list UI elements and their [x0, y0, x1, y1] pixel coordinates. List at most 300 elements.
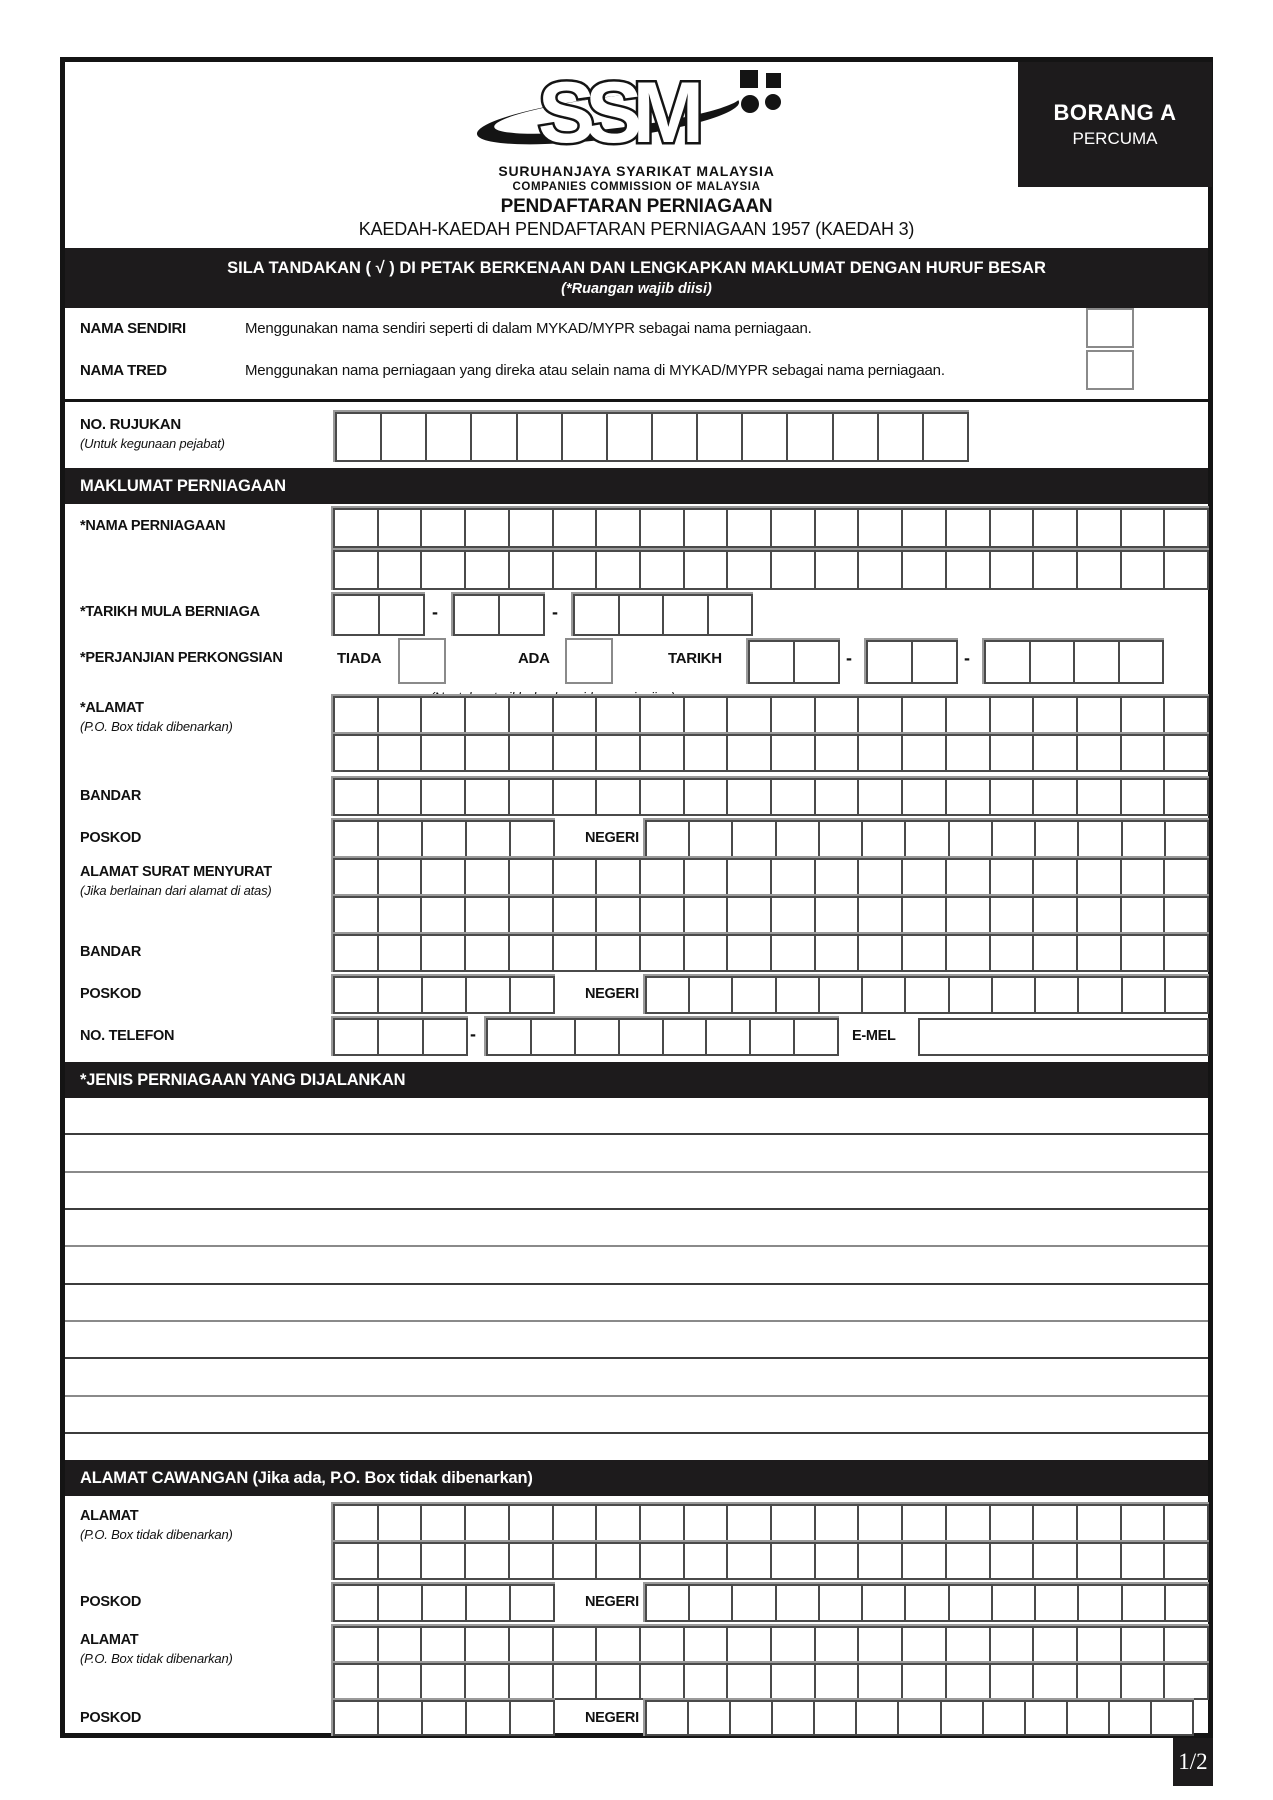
char-cell[interactable] [1079, 822, 1122, 856]
char-cell[interactable] [511, 1586, 553, 1620]
char-cell[interactable] [924, 414, 967, 460]
char-cell[interactable] [685, 1665, 729, 1698]
char-cell[interactable] [903, 860, 947, 894]
char-cell[interactable] [518, 414, 563, 460]
char-cell[interactable] [554, 936, 598, 970]
char-cell[interactable] [380, 596, 423, 634]
char-cell[interactable] [379, 780, 423, 814]
char-cell[interactable] [1165, 1665, 1207, 1698]
char-cell[interactable] [335, 510, 379, 546]
char-cell[interactable] [859, 936, 903, 970]
cawangan-poskod1-grid[interactable] [333, 1584, 555, 1622]
negeri2-grid[interactable] [645, 976, 1209, 1014]
char-cell[interactable] [772, 1544, 816, 1578]
surat-row1[interactable] [333, 858, 1209, 896]
char-cell[interactable] [1165, 698, 1207, 732]
char-cell[interactable] [641, 510, 685, 546]
char-cell[interactable] [947, 698, 991, 732]
char-cell[interactable] [647, 978, 690, 1012]
char-cell[interactable] [511, 822, 553, 856]
char-cell[interactable] [733, 822, 776, 856]
char-cell[interactable] [903, 1544, 947, 1578]
ada-checkbox[interactable] [565, 638, 613, 684]
cawangan-alamat2-row2[interactable] [333, 1663, 1209, 1700]
char-cell[interactable] [335, 822, 379, 856]
char-cell[interactable] [379, 510, 423, 546]
char-cell[interactable] [947, 552, 991, 588]
char-cell[interactable] [903, 1628, 947, 1661]
char-cell[interactable] [991, 736, 1035, 770]
char-cell[interactable] [1120, 642, 1163, 682]
char-cell[interactable] [379, 1665, 423, 1698]
nama-perniagaan-row2[interactable] [333, 550, 1209, 590]
char-cell[interactable] [903, 736, 947, 770]
char-cell[interactable] [816, 780, 860, 814]
char-cell[interactable] [728, 1665, 772, 1698]
char-cell[interactable] [750, 642, 795, 682]
char-cell[interactable] [991, 860, 1035, 894]
char-cell[interactable] [1165, 1628, 1207, 1661]
char-cell[interactable] [820, 822, 863, 856]
char-cell[interactable] [335, 1702, 379, 1734]
char-cell[interactable] [991, 1665, 1035, 1698]
char-cell[interactable] [1165, 552, 1207, 588]
tarikh-mula-year[interactable] [573, 594, 753, 636]
char-cell[interactable] [1034, 1665, 1078, 1698]
char-cell[interactable] [1122, 1544, 1166, 1578]
negeri-grid[interactable] [645, 820, 1209, 858]
char-cell[interactable] [816, 1665, 860, 1698]
char-cell[interactable] [423, 822, 467, 856]
char-cell[interactable] [1165, 780, 1207, 814]
char-cell[interactable] [1165, 736, 1207, 770]
char-cell[interactable] [427, 414, 472, 460]
char-cell[interactable] [685, 736, 729, 770]
char-cell[interactable] [690, 978, 733, 1012]
char-cell[interactable] [379, 822, 423, 856]
char-cell[interactable] [685, 898, 729, 932]
char-cell[interactable] [641, 552, 685, 588]
char-cell[interactable] [731, 1702, 773, 1734]
char-cell[interactable] [379, 1020, 423, 1054]
char-cell[interactable] [1078, 780, 1122, 814]
char-cell[interactable] [906, 822, 949, 856]
char-cell[interactable] [1034, 936, 1078, 970]
cawangan-alamat1-row1[interactable] [333, 1504, 1209, 1542]
char-cell[interactable] [554, 552, 598, 588]
char-cell[interactable] [423, 1586, 467, 1620]
char-cell[interactable] [859, 1665, 903, 1698]
char-cell[interactable] [991, 552, 1035, 588]
cawangan-poskod2-grid[interactable] [333, 1700, 555, 1736]
char-cell[interactable] [1078, 698, 1122, 732]
char-cell[interactable] [554, 510, 598, 546]
char-cell[interactable] [859, 860, 903, 894]
char-cell[interactable] [335, 936, 379, 970]
char-cell[interactable] [472, 414, 517, 460]
char-cell[interactable] [816, 898, 860, 932]
char-cell[interactable] [335, 978, 379, 1012]
char-cell[interactable] [422, 898, 466, 932]
char-cell[interactable] [857, 1702, 899, 1734]
char-cell[interactable] [879, 414, 924, 460]
char-cell[interactable] [942, 1702, 984, 1734]
char-cell[interactable] [641, 936, 685, 970]
char-cell[interactable] [379, 552, 423, 588]
char-cell[interactable] [575, 596, 620, 634]
char-cell[interactable] [1034, 736, 1078, 770]
char-cell[interactable] [899, 1702, 941, 1734]
char-cell[interactable] [597, 1544, 641, 1578]
char-cell[interactable] [815, 1702, 857, 1734]
char-cell[interactable] [1078, 898, 1122, 932]
char-cell[interactable] [335, 552, 379, 588]
char-cell[interactable] [1165, 936, 1207, 970]
char-cell[interactable] [947, 736, 991, 770]
char-cell[interactable] [816, 698, 860, 732]
nama-tred-checkbox[interactable] [1086, 350, 1134, 390]
char-cell[interactable] [467, 1586, 511, 1620]
char-cell[interactable] [863, 822, 906, 856]
char-cell[interactable] [903, 780, 947, 814]
char-cell[interactable] [423, 1702, 467, 1734]
char-cell[interactable] [510, 780, 554, 814]
char-cell[interactable] [820, 978, 863, 1012]
char-cell[interactable] [1122, 552, 1166, 588]
char-cell[interactable] [947, 860, 991, 894]
char-cell[interactable] [1165, 510, 1207, 546]
char-cell[interactable] [859, 1506, 903, 1540]
char-cell[interactable] [1166, 822, 1207, 856]
char-cell[interactable] [1122, 1665, 1166, 1698]
char-cell[interactable] [422, 936, 466, 970]
char-cell[interactable] [788, 414, 833, 460]
char-cell[interactable] [1034, 1628, 1078, 1661]
char-cell[interactable] [728, 552, 772, 588]
char-cell[interactable] [510, 1544, 554, 1578]
char-cell[interactable] [993, 822, 1036, 856]
char-cell[interactable] [1078, 1506, 1122, 1540]
char-cell[interactable] [337, 414, 382, 460]
char-cell[interactable] [664, 596, 709, 634]
char-cell[interactable] [576, 1020, 620, 1054]
char-cell[interactable] [772, 860, 816, 894]
char-cell[interactable] [563, 414, 608, 460]
char-cell[interactable] [903, 1506, 947, 1540]
char-cell[interactable] [728, 780, 772, 814]
char-cell[interactable] [597, 936, 641, 970]
char-cell[interactable] [597, 736, 641, 770]
char-cell[interactable] [1078, 1628, 1122, 1661]
char-cell[interactable] [641, 780, 685, 814]
char-cell[interactable] [466, 552, 510, 588]
alamat-row2[interactable] [333, 734, 1209, 772]
char-cell[interactable] [1031, 642, 1076, 682]
char-cell[interactable] [466, 898, 510, 932]
char-cell[interactable] [379, 736, 423, 770]
char-cell[interactable] [1034, 510, 1078, 546]
char-cell[interactable] [777, 978, 820, 1012]
char-cell[interactable] [510, 860, 554, 894]
char-cell[interactable] [950, 978, 993, 1012]
perjanjian-day[interactable] [748, 640, 840, 684]
char-cell[interactable] [1078, 552, 1122, 588]
jenis-perniagaan-write-line[interactable] [65, 1247, 1208, 1284]
char-cell[interactable] [510, 552, 554, 588]
char-cell[interactable] [379, 1544, 423, 1578]
char-cell[interactable] [1110, 1702, 1152, 1734]
char-cell[interactable] [1078, 736, 1122, 770]
char-cell[interactable] [423, 978, 467, 1012]
char-cell[interactable] [733, 1586, 776, 1620]
char-cell[interactable] [641, 860, 685, 894]
char-cell[interactable] [685, 936, 729, 970]
char-cell[interactable] [685, 1628, 729, 1661]
char-cell[interactable] [510, 510, 554, 546]
char-cell[interactable] [620, 596, 665, 634]
nama-sendiri-checkbox[interactable] [1086, 308, 1134, 348]
jenis-perniagaan-write-line[interactable] [65, 1359, 1208, 1396]
char-cell[interactable] [620, 1020, 664, 1054]
char-cell[interactable] [335, 736, 379, 770]
char-cell[interactable] [859, 736, 903, 770]
char-cell[interactable] [728, 898, 772, 932]
char-cell[interactable] [1165, 898, 1207, 932]
char-cell[interactable] [773, 1702, 815, 1734]
char-cell[interactable] [510, 698, 554, 732]
char-cell[interactable] [772, 552, 816, 588]
char-cell[interactable] [991, 698, 1035, 732]
char-cell[interactable] [816, 1544, 860, 1578]
char-cell[interactable] [1034, 698, 1078, 732]
char-cell[interactable] [597, 510, 641, 546]
char-cell[interactable] [859, 510, 903, 546]
poskod2-grid[interactable] [333, 976, 555, 1014]
char-cell[interactable] [422, 860, 466, 894]
char-cell[interactable] [1034, 552, 1078, 588]
char-cell[interactable] [1034, 1506, 1078, 1540]
char-cell[interactable] [1152, 1702, 1192, 1734]
char-cell[interactable] [863, 1586, 906, 1620]
char-cell[interactable] [597, 1665, 641, 1698]
char-cell[interactable] [510, 1628, 554, 1661]
char-cell[interactable] [903, 510, 947, 546]
char-cell[interactable] [1078, 860, 1122, 894]
jenis-perniagaan-write-line[interactable] [65, 1173, 1208, 1210]
char-cell[interactable] [1034, 898, 1078, 932]
char-cell[interactable] [379, 1628, 423, 1661]
char-cell[interactable] [772, 936, 816, 970]
char-cell[interactable] [379, 898, 423, 932]
char-cell[interactable] [728, 1628, 772, 1661]
char-cell[interactable] [903, 1665, 947, 1698]
char-cell[interactable] [947, 780, 991, 814]
char-cell[interactable] [1166, 1586, 1207, 1620]
jenis-perniagaan-write-line[interactable] [65, 1135, 1208, 1172]
char-cell[interactable] [859, 698, 903, 732]
char-cell[interactable] [903, 552, 947, 588]
char-cell[interactable] [947, 936, 991, 970]
jenis-perniagaan-write-line[interactable] [65, 1098, 1208, 1135]
char-cell[interactable] [689, 1702, 731, 1734]
char-cell[interactable] [816, 510, 860, 546]
char-cell[interactable] [597, 898, 641, 932]
char-cell[interactable] [1068, 1702, 1110, 1734]
char-cell[interactable] [379, 860, 423, 894]
char-cell[interactable] [816, 936, 860, 970]
char-cell[interactable] [1079, 978, 1122, 1012]
char-cell[interactable] [466, 936, 510, 970]
char-cell[interactable] [868, 642, 913, 682]
char-cell[interactable] [1078, 1665, 1122, 1698]
char-cell[interactable] [772, 510, 816, 546]
cawangan-alamat1-row2[interactable] [333, 1542, 1209, 1580]
char-cell[interactable] [903, 898, 947, 932]
nama-perniagaan-row1[interactable] [333, 508, 1209, 548]
char-cell[interactable] [554, 1628, 598, 1661]
char-cell[interactable] [1078, 510, 1122, 546]
char-cell[interactable] [1122, 780, 1166, 814]
char-cell[interactable] [859, 898, 903, 932]
char-cell[interactable] [335, 1665, 379, 1698]
char-cell[interactable] [820, 1586, 863, 1620]
char-cell[interactable] [422, 1544, 466, 1578]
char-cell[interactable] [510, 898, 554, 932]
char-cell[interactable] [991, 898, 1035, 932]
char-cell[interactable] [906, 1586, 949, 1620]
char-cell[interactable] [467, 978, 511, 1012]
char-cell[interactable] [816, 860, 860, 894]
char-cell[interactable] [777, 1586, 820, 1620]
char-cell[interactable] [903, 936, 947, 970]
char-cell[interactable] [641, 1665, 685, 1698]
char-cell[interactable] [379, 936, 423, 970]
char-cell[interactable] [728, 1506, 772, 1540]
char-cell[interactable] [728, 736, 772, 770]
char-cell[interactable] [1036, 822, 1079, 856]
char-cell[interactable] [816, 1628, 860, 1661]
char-cell[interactable] [709, 596, 752, 634]
char-cell[interactable] [510, 1506, 554, 1540]
char-cell[interactable] [728, 860, 772, 894]
alamat-row1[interactable] [333, 696, 1209, 734]
char-cell[interactable] [991, 510, 1035, 546]
char-cell[interactable] [335, 1506, 379, 1540]
char-cell[interactable] [422, 510, 466, 546]
char-cell[interactable] [728, 936, 772, 970]
char-cell[interactable] [1165, 860, 1207, 894]
char-cell[interactable] [467, 822, 511, 856]
char-cell[interactable] [422, 736, 466, 770]
char-cell[interactable] [690, 822, 733, 856]
char-cell[interactable] [685, 1506, 729, 1540]
char-cell[interactable] [1036, 978, 1079, 1012]
char-cell[interactable] [1075, 642, 1120, 682]
char-cell[interactable] [335, 1020, 379, 1054]
char-cell[interactable] [335, 1586, 379, 1620]
char-cell[interactable] [913, 642, 956, 682]
char-cell[interactable] [1122, 1506, 1166, 1540]
char-cell[interactable] [422, 1506, 466, 1540]
char-cell[interactable] [859, 1544, 903, 1578]
char-cell[interactable] [647, 1702, 689, 1734]
char-cell[interactable] [653, 414, 698, 460]
char-cell[interactable] [733, 978, 776, 1012]
char-cell[interactable] [664, 1020, 708, 1054]
char-cell[interactable] [947, 1665, 991, 1698]
bandar2-row[interactable] [333, 934, 1209, 972]
char-cell[interactable] [906, 978, 949, 1012]
char-cell[interactable] [466, 698, 510, 732]
char-cell[interactable] [511, 1702, 553, 1734]
char-cell[interactable] [554, 1665, 598, 1698]
char-cell[interactable] [641, 698, 685, 732]
char-cell[interactable] [991, 1544, 1035, 1578]
char-cell[interactable] [554, 898, 598, 932]
char-cell[interactable] [991, 1628, 1035, 1661]
char-cell[interactable] [641, 1506, 685, 1540]
char-cell[interactable] [422, 1665, 466, 1698]
char-cell[interactable] [993, 978, 1036, 1012]
char-cell[interactable] [777, 822, 820, 856]
char-cell[interactable] [422, 780, 466, 814]
char-cell[interactable] [1122, 510, 1166, 546]
char-cell[interactable] [795, 1020, 837, 1054]
char-cell[interactable] [685, 552, 729, 588]
jenis-perniagaan-write-line[interactable] [65, 1210, 1208, 1247]
char-cell[interactable] [532, 1020, 576, 1054]
char-cell[interactable] [1026, 1702, 1068, 1734]
char-cell[interactable] [510, 1665, 554, 1698]
char-cell[interactable] [728, 510, 772, 546]
char-cell[interactable] [379, 1586, 423, 1620]
char-cell[interactable] [772, 898, 816, 932]
char-cell[interactable] [947, 1544, 991, 1578]
char-cell[interactable] [554, 860, 598, 894]
char-cell[interactable] [554, 736, 598, 770]
cawangan-negeri1-grid[interactable] [645, 1584, 1209, 1622]
char-cell[interactable] [772, 1665, 816, 1698]
char-cell[interactable] [500, 596, 543, 634]
surat-row2[interactable] [333, 896, 1209, 934]
char-cell[interactable] [488, 1020, 532, 1054]
char-cell[interactable] [641, 1628, 685, 1661]
char-cell[interactable] [641, 898, 685, 932]
char-cell[interactable] [1122, 698, 1166, 732]
char-cell[interactable] [1122, 860, 1166, 894]
char-cell[interactable] [647, 1586, 690, 1620]
char-cell[interactable] [743, 414, 788, 460]
jenis-perniagaan-write-line[interactable] [65, 1285, 1208, 1322]
char-cell[interactable] [993, 1586, 1036, 1620]
telefon-prefix-grid[interactable] [333, 1018, 468, 1056]
perjanjian-year[interactable] [984, 640, 1164, 684]
char-cell[interactable] [1034, 1544, 1078, 1578]
char-cell[interactable] [751, 1020, 795, 1054]
char-cell[interactable] [685, 698, 729, 732]
char-cell[interactable] [772, 780, 816, 814]
char-cell[interactable] [641, 736, 685, 770]
char-cell[interactable] [1122, 736, 1166, 770]
char-cell[interactable] [554, 698, 598, 732]
tiada-checkbox[interactable] [398, 638, 446, 684]
char-cell[interactable] [511, 978, 553, 1012]
char-cell[interactable] [467, 1702, 511, 1734]
char-cell[interactable] [597, 698, 641, 732]
char-cell[interactable] [863, 978, 906, 1012]
char-cell[interactable] [422, 698, 466, 732]
jenis-perniagaan-write-line[interactable] [65, 1397, 1208, 1434]
